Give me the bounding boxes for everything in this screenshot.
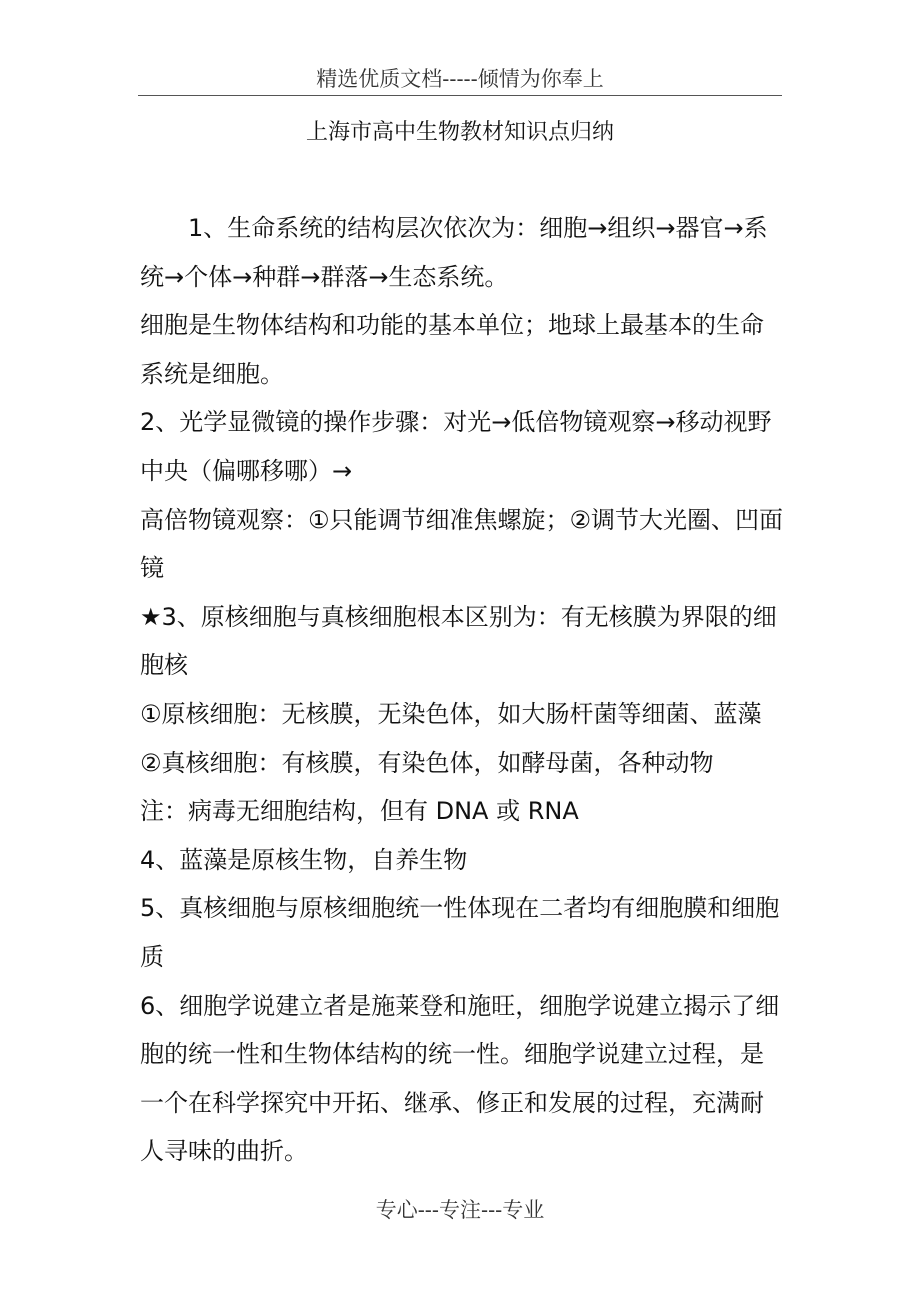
paragraph-5-cell-unity: 5、真核细胞与原核细胞统一性体现在二者均有细胞膜和细胞质 <box>140 894 780 971</box>
paragraph-1-structure-levels: 1、生命系统的结构层次依次为：细胞→组织→器官→系统→个体→种群→群落→生态系统。 <box>140 214 768 291</box>
document-title: 上海市高中生物教材知识点归纳 <box>305 120 614 145</box>
paragraph-eukaryotic-cell: ②真核细胞：有核膜，有染色体，如酵母菌，各种动物 <box>140 748 714 777</box>
page-header: 精选优质文档-----倾情为你奉上 <box>316 67 604 91</box>
paragraph-6-cell-theory: 6、细胞学说建立者是施莱登和施旺，细胞学说建立揭示了细胞的统一性和生物体结构的统一性。细胞学说建立过程，是一个在科学探究中开拓、继承、修正和发展的过程，充满耐人寻味的曲折。 <box>140 991 780 1166</box>
document-body <box>140 204 784 1176</box>
paragraph-virus-note: 注：病毒无细胞结构，但有 DNA 或 RNA <box>140 797 579 826</box>
paragraph-3-prokaryote-eukaryote: ★3、原核细胞与真核细胞根本区别为：有无核膜为界限的细胞核 <box>140 602 777 680</box>
paragraph-cell-basic-unit: 细胞是生物体结构和功能的基本单位；地球上最基本的生命系统是细胞。 <box>140 311 764 388</box>
page-footer: 专心---专注---专业 <box>375 1198 545 1222</box>
paragraph-high-power-objective: 高倍物镜观察：①只能调节细准焦螺旋；②调节大光圈、凹面镜 <box>140 505 784 583</box>
paragraph-2-microscope-steps: 2、光学显微镜的操作步骤：对光→低倍物镜观察→移动视野中央（偏哪移哪）→ <box>140 408 772 485</box>
paragraph-4-cyanobacteria: 4、蓝藻是原核生物，自养生物 <box>140 845 468 874</box>
header-divider <box>138 95 782 96</box>
paragraph-prokaryotic-cell: ①原核细胞：无核膜，无染色体，如大肠杆菌等细菌、蓝藻 <box>140 699 762 728</box>
